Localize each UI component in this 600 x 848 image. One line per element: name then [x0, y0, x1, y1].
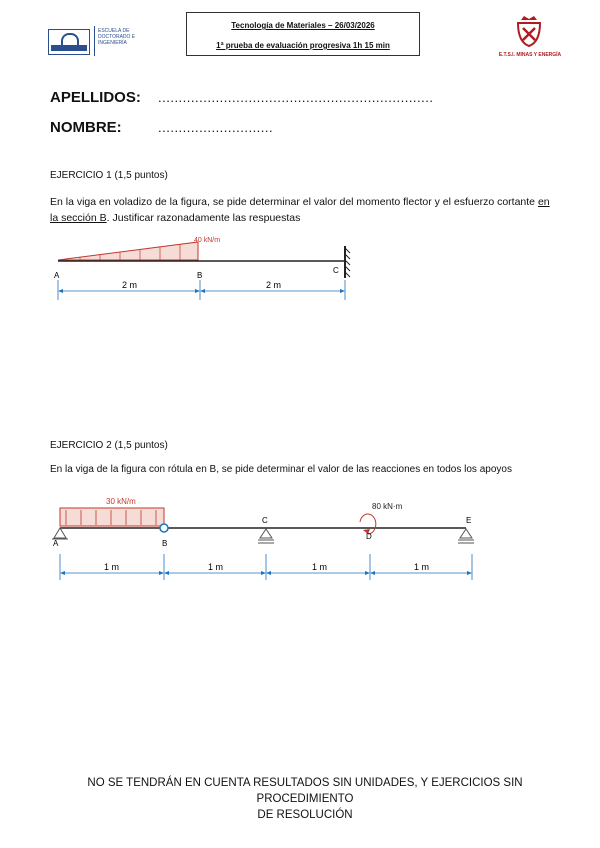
point-c-label: C — [262, 516, 268, 525]
exercise1-statement: En la viga en voladizo de la figura, se pide determinar el valor del momento flector y el esfuerzo cortante en la sección B. Justificar razonadamente las respuestas — [50, 196, 550, 224]
exam-header-box — [186, 12, 420, 56]
exercise2-diagram — [44, 492, 494, 584]
name-label: NOMBRE: — [50, 119, 122, 136]
point-c-label: C — [333, 266, 339, 275]
dimension-2-label: 2 m — [266, 280, 282, 290]
roller-support-e — [458, 529, 474, 543]
dimension-lines — [60, 554, 472, 580]
exercise1-underlined: en la sección B — [50, 196, 550, 224]
dimension-3-label: 1 m — [312, 562, 328, 572]
roller-support-c — [258, 529, 274, 543]
dimension-2-label: 1 m — [208, 562, 224, 572]
point-a-label: A — [53, 539, 59, 548]
hinge-b — [160, 524, 168, 532]
exercise2-statement: En la viga de la figura con rótula en B, se pide determinar el valor de las reacciones en todos los apoyos — [50, 464, 512, 475]
point-b-label: B — [197, 271, 203, 280]
dimension-4-label: 1 m — [414, 562, 430, 572]
surname-blank: ................................................................... — [158, 90, 434, 105]
fixed-support — [345, 246, 350, 278]
pinned-support-a — [52, 528, 68, 539]
crest-icon — [512, 14, 546, 48]
dimension-lines — [58, 280, 345, 300]
crest-caption: E.T.S.I. MINAS Y ENERGÍA — [498, 52, 562, 58]
uniform-load-label: 30 kN/m — [106, 497, 136, 506]
name-blank: ............................ — [158, 120, 274, 135]
exam-subtitle: 1ª prueba de evaluación progresiva 1h 15 min — [216, 41, 390, 50]
surname-label: APELLIDOS: — [50, 89, 141, 106]
footer-notice — [40, 775, 570, 823]
moment-label: 80 kN·m — [372, 502, 403, 511]
uniform-load — [60, 508, 164, 526]
university-logo — [48, 26, 178, 58]
triangular-load — [58, 242, 198, 260]
point-b-label: B — [162, 539, 168, 548]
exercise1-title: EJERCICIO 1 (1,5 puntos) — [50, 170, 168, 181]
point-e-label: E — [466, 516, 472, 525]
dimension-1-label: 1 m — [104, 562, 120, 572]
footer-line-2: DE RESOLUCIÓN — [257, 809, 353, 821]
point-a-label: A — [54, 271, 60, 280]
dimension-1-label: 2 m — [122, 280, 138, 290]
university-logo-icon — [48, 29, 90, 55]
exercise2-title: EJERCICIO 2 (1,5 puntos) — [50, 440, 168, 451]
load-label: 40 kN/m — [194, 237, 221, 244]
exercise1-diagram — [40, 234, 370, 304]
exam-title: Tecnología de Materiales – 26/03/2026 — [231, 21, 375, 30]
logo-divider — [94, 26, 95, 56]
footer-line-1: NO SE TENDRÁN EN CUENTA RESULTADOS SIN UNIDADES, Y EJERCICIOS SIN PROCEDIMIENTO — [87, 777, 523, 805]
school-name: ESCUELA DE DOCTORADO E INGENIERÍA — [98, 28, 136, 46]
point-d-label: D — [366, 532, 372, 541]
